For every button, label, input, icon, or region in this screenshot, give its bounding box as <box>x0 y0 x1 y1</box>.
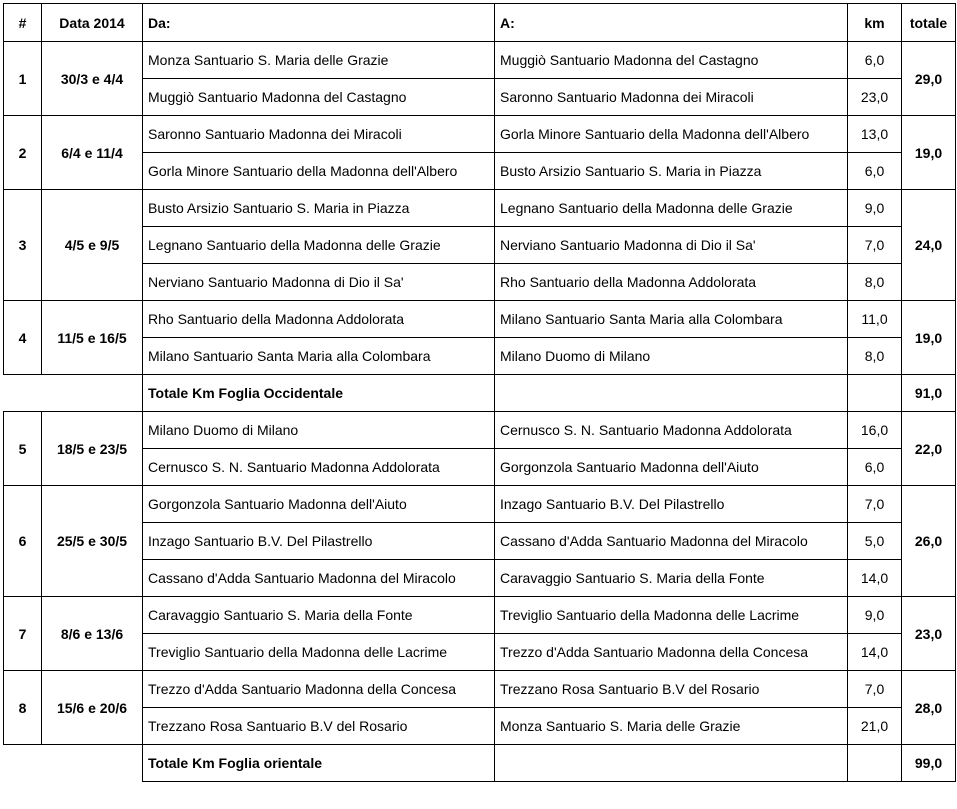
leg-km: 7,0 <box>848 486 902 523</box>
empty-cell <box>495 745 848 782</box>
header-date: Data 2014 <box>42 4 143 42</box>
leg-km: 9,0 <box>848 597 902 634</box>
table-row <box>4 597 956 634</box>
leg-from: Inzago Santuario B.V. Del Pilastrello <box>143 523 495 560</box>
stage-num: 2 <box>4 116 42 190</box>
leg-from: Nerviano Santuario Madonna di Dio il Sa' <box>143 264 495 301</box>
leg-km: 23,0 <box>848 79 902 116</box>
stage-total: 28,0 <box>902 671 956 745</box>
subtotal-value-west: 91,0 <box>902 375 956 412</box>
leg-km: 5,0 <box>848 523 902 560</box>
subtotal-label-east: Totale Km Foglia orientale <box>143 745 495 782</box>
stage-date: 25/5 e 30/5 <box>42 486 143 597</box>
leg-km: 8,0 <box>848 264 902 301</box>
leg-to: Nerviano Santuario Madonna di Dio il Sa' <box>495 227 848 264</box>
stage-num: 4 <box>4 301 42 375</box>
leg-to: Saronno Santuario Madonna dei Miracoli <box>495 79 848 116</box>
leg-from: Muggiò Santuario Madonna del Castagno <box>143 79 495 116</box>
leg-km: 8,0 <box>848 338 902 375</box>
leg-to: Legnano Santuario della Madonna delle Grazie <box>495 190 848 227</box>
table-row <box>4 264 956 301</box>
stage-total: 19,0 <box>902 301 956 375</box>
empty-cell <box>4 745 143 782</box>
stage-date: 6/4 e 11/4 <box>42 116 143 190</box>
leg-from: Caravaggio Santuario S. Maria della Fonte <box>143 597 495 634</box>
header-total: totale <box>902 4 956 42</box>
leg-km: 6,0 <box>848 449 902 486</box>
table-row <box>4 708 956 745</box>
header-to: A: <box>495 4 848 42</box>
empty-cell <box>848 375 902 412</box>
table-row <box>4 412 956 449</box>
leg-km: 7,0 <box>848 671 902 708</box>
subtotal-row-west <box>4 375 956 412</box>
stage-date: 4/5 e 9/5 <box>42 190 143 301</box>
leg-from: Rho Santuario della Madonna Addolorata <box>143 301 495 338</box>
leg-from: Gorgonzola Santuario Madonna dell'Aiuto <box>143 486 495 523</box>
table-row <box>4 523 956 560</box>
leg-from: Monza Santuario S. Maria delle Grazie <box>143 42 495 79</box>
leg-from: Busto Arsizio Santuario S. Maria in Piazza <box>143 190 495 227</box>
leg-from: Legnano Santuario della Madonna delle Grazie <box>143 227 495 264</box>
header-num: # <box>4 4 42 42</box>
table-row <box>4 190 956 227</box>
leg-from: Saronno Santuario Madonna dei Miracoli <box>143 116 495 153</box>
table-row <box>4 116 956 153</box>
stage-date: 15/6 e 20/6 <box>42 671 143 745</box>
stage-date: 8/6 e 13/6 <box>42 597 143 671</box>
leg-km: 9,0 <box>848 190 902 227</box>
leg-to: Milano Duomo di Milano <box>495 338 848 375</box>
leg-from: Milano Duomo di Milano <box>143 412 495 449</box>
table-row <box>4 671 956 708</box>
table-row <box>4 486 956 523</box>
leg-to: Milano Santuario Santa Maria alla Colombara <box>495 301 848 338</box>
leg-to: Gorla Minore Santuario della Madonna dell'Albero <box>495 116 848 153</box>
stage-num: 7 <box>4 597 42 671</box>
leg-km: 13,0 <box>848 116 902 153</box>
subtotal-row-east <box>4 745 956 782</box>
stage-total: 24,0 <box>902 190 956 301</box>
table-row <box>4 79 956 116</box>
stage-date: 11/5 e 16/5 <box>42 301 143 375</box>
leg-km: 16,0 <box>848 412 902 449</box>
stage-num: 5 <box>4 412 42 486</box>
table-row <box>4 301 956 338</box>
stage-date: 30/3 e 4/4 <box>42 42 143 116</box>
leg-from: Treviglio Santuario della Madonna delle Lacrime <box>143 634 495 671</box>
stage-total: 22,0 <box>902 412 956 486</box>
table-row <box>4 153 956 190</box>
header-from: Da: <box>143 4 495 42</box>
leg-to: Trezzo d'Adda Santuario Madonna della Concesa <box>495 634 848 671</box>
leg-km: 14,0 <box>848 634 902 671</box>
leg-km: 21,0 <box>848 708 902 745</box>
empty-cell <box>495 375 848 412</box>
leg-to: Muggiò Santuario Madonna del Castagno <box>495 42 848 79</box>
leg-from: Milano Santuario Santa Maria alla Colombara <box>143 338 495 375</box>
leg-km: 6,0 <box>848 153 902 190</box>
stage-total: 19,0 <box>902 116 956 190</box>
leg-km: 11,0 <box>848 301 902 338</box>
leg-to: Cernusco S. N. Santuario Madonna Addolorata <box>495 412 848 449</box>
leg-from: Trezzano Rosa Santuario B.V del Rosario <box>143 708 495 745</box>
header-km: km <box>848 4 902 42</box>
leg-to: Monza Santuario S. Maria delle Grazie <box>495 708 848 745</box>
leg-from: Trezzo d'Adda Santuario Madonna della Concesa <box>143 671 495 708</box>
leg-to: Treviglio Santuario della Madonna delle Lacrime <box>495 597 848 634</box>
leg-to: Inzago Santuario B.V. Del Pilastrello <box>495 486 848 523</box>
leg-to: Trezzano Rosa Santuario B.V del Rosario <box>495 671 848 708</box>
stage-num: 6 <box>4 486 42 597</box>
subtotal-value-east: 99,0 <box>902 745 956 782</box>
leg-to: Gorgonzola Santuario Madonna dell'Aiuto <box>495 449 848 486</box>
leg-from: Cassano d'Adda Santuario Madonna del Miracolo <box>143 560 495 597</box>
header-row <box>4 4 956 42</box>
leg-km: 14,0 <box>848 560 902 597</box>
leg-km: 7,0 <box>848 227 902 264</box>
leg-to: Busto Arsizio Santuario S. Maria in Piazza <box>495 153 848 190</box>
empty-cell <box>4 375 143 412</box>
table-row <box>4 42 956 79</box>
stage-total: 23,0 <box>902 597 956 671</box>
stage-date: 18/5 e 23/5 <box>42 412 143 486</box>
subtotal-label-west: Totale Km Foglia Occidentale <box>143 375 495 412</box>
empty-cell <box>848 745 902 782</box>
stage-total: 26,0 <box>902 486 956 597</box>
table-row <box>4 634 956 671</box>
leg-km: 6,0 <box>848 42 902 79</box>
leg-to: Caravaggio Santuario S. Maria della Fonte <box>495 560 848 597</box>
leg-to: Cassano d'Adda Santuario Madonna del Miracolo <box>495 523 848 560</box>
table-row <box>4 338 956 375</box>
leg-from: Gorla Minore Santuario della Madonna dell'Albero <box>143 153 495 190</box>
itinerary-table <box>3 3 956 782</box>
stage-total: 29,0 <box>902 42 956 116</box>
stage-num: 1 <box>4 42 42 116</box>
table-row <box>4 449 956 486</box>
leg-to: Rho Santuario della Madonna Addolorata <box>495 264 848 301</box>
table-row <box>4 227 956 264</box>
leg-from: Cernusco S. N. Santuario Madonna Addolorata <box>143 449 495 486</box>
stage-num: 3 <box>4 190 42 301</box>
table-row <box>4 560 956 597</box>
stage-num: 8 <box>4 671 42 745</box>
